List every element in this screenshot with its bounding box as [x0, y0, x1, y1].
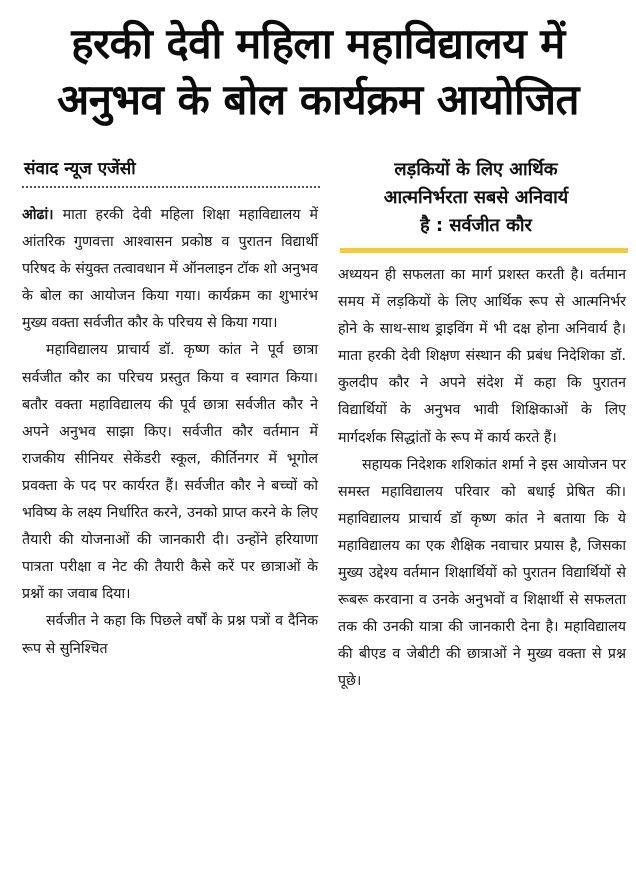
paragraph [22, 202, 318, 337]
headline [0, 16, 636, 128]
paragraph-text: माता हरकी देवी महिला शिक्षा महाविद्यालय में आंतरिक गुणवत्ता आश्वासन प्रकोष्ठ व पुरातन विद्यार्थी परिषद के संयुक्त तत्वावधान में ऑनलाइन टॉक शो अनुभव के बोल का आयोजन किया गया। कार्यक्रम का शुभारंभ मुख्य वक्ता सर्वजीत कौर के परिचय से किया गया। [22, 207, 318, 332]
byline-divider [22, 186, 320, 188]
paragraph: सर्वजीत ने कहा कि पिछले वर्षों के प्रश्न पत्रों व दैनिक रूप से सुनिश्चित [22, 613, 318, 657]
paragraph: अध्ययन ही सफलता का मार्ग प्रशस्त करती है। वर्तमान समय में लड़कियों के लिए आर्थिक रूप से आत्मनिर्भर होने के साथ-साथ ड्राइविंग में भी दक्ष होना अनिवार्य है। माता हरकी देवी शिक्षण संस्थान की प्रबंध निदेशिका डॉ. कुलदीप कौर ने अपने संदेश में कहा कि पुरातन विद्यार्थियों के अनुभव भावी शिक्षिकाओं के लिए मार्गदर्शक सिद्धांतों के रूप में कार्य करते हैं। [338, 267, 626, 446]
subheadline-line-1: लड़कियों के लिए आर्थिक [394, 159, 558, 180]
byline: संवाद न्यूज एजेंसी [24, 159, 136, 179]
subheadline [338, 156, 614, 240]
paragraph: सहायक निदेशक शशिकांत शर्मा ने इस आयोजन पर समस्त महाविद्यालय परिवार को बधाई प्रेषित की। महाविद्यालय प्राचार्य डॉ कृष्ण कांत ने बताया कि ये महाविद्यालय का एक शैक्षिक नवाचार प्रयास है, जिसका मुख्य उद्देश्य वर्तमान शिक्षार्थियों को पुरातन विद्यार्थियों से रूबरू करवाना व उनके अनुभवों व शिक्षार्थी से सफलता तक की उनकी यात्रा की जानकारी देना है। महाविद्यालय की बीएड व जेबीटी की छात्राओं ने मुख्य वक्ता से प्रश्न पूछे। [338, 456, 626, 690]
article-column-left [22, 202, 318, 663]
headline-line-2: अनुभव के बोल कार्यक्रम आयोजित [57, 75, 579, 124]
article-column-right [338, 262, 626, 696]
headline-line-1: हरकी देवी महिला महाविद्यालय में [71, 19, 565, 68]
subheadline-accent-bar [340, 248, 628, 253]
dateline: ओढां। [22, 207, 54, 223]
paragraph: महाविद्यालय प्राचार्य डॉ. कृष्ण कांत ने पूर्व छात्रा सर्वजीत कौर का परिचय प्रस्तुत किया व स्वागत किया। बतौर वक्ता महाविद्यालय की पूर्व छात्रा सर्वजीत कौर ने अपने अनुभव साझा किए। सर्वजीत कौर वर्तमान में राजकीय सीनियर सेकेंडरी स्कूल, कीर्तिनगर में भूगोल प्रवक्ता के पद पर कार्यरत हैं। सर्वजीत कौर ने बच्चों को भविष्य के लक्ष्य निर्धारित करने, उनको प्राप्त करने के लिए तैयारी की योजनाओं की जानकारी दी। उन्होंने हरियाणा पात्रता परीक्षा व नेट की तैयारी कैसे करें पर छात्राओं के प्रश्नों का जवाब दिया। [22, 342, 318, 603]
subheadline-line-3: है : सर्वजीत कौर [420, 215, 532, 236]
subheadline-line-2: आत्मनिर्भरता सबसे अनिवार्य [383, 187, 569, 208]
